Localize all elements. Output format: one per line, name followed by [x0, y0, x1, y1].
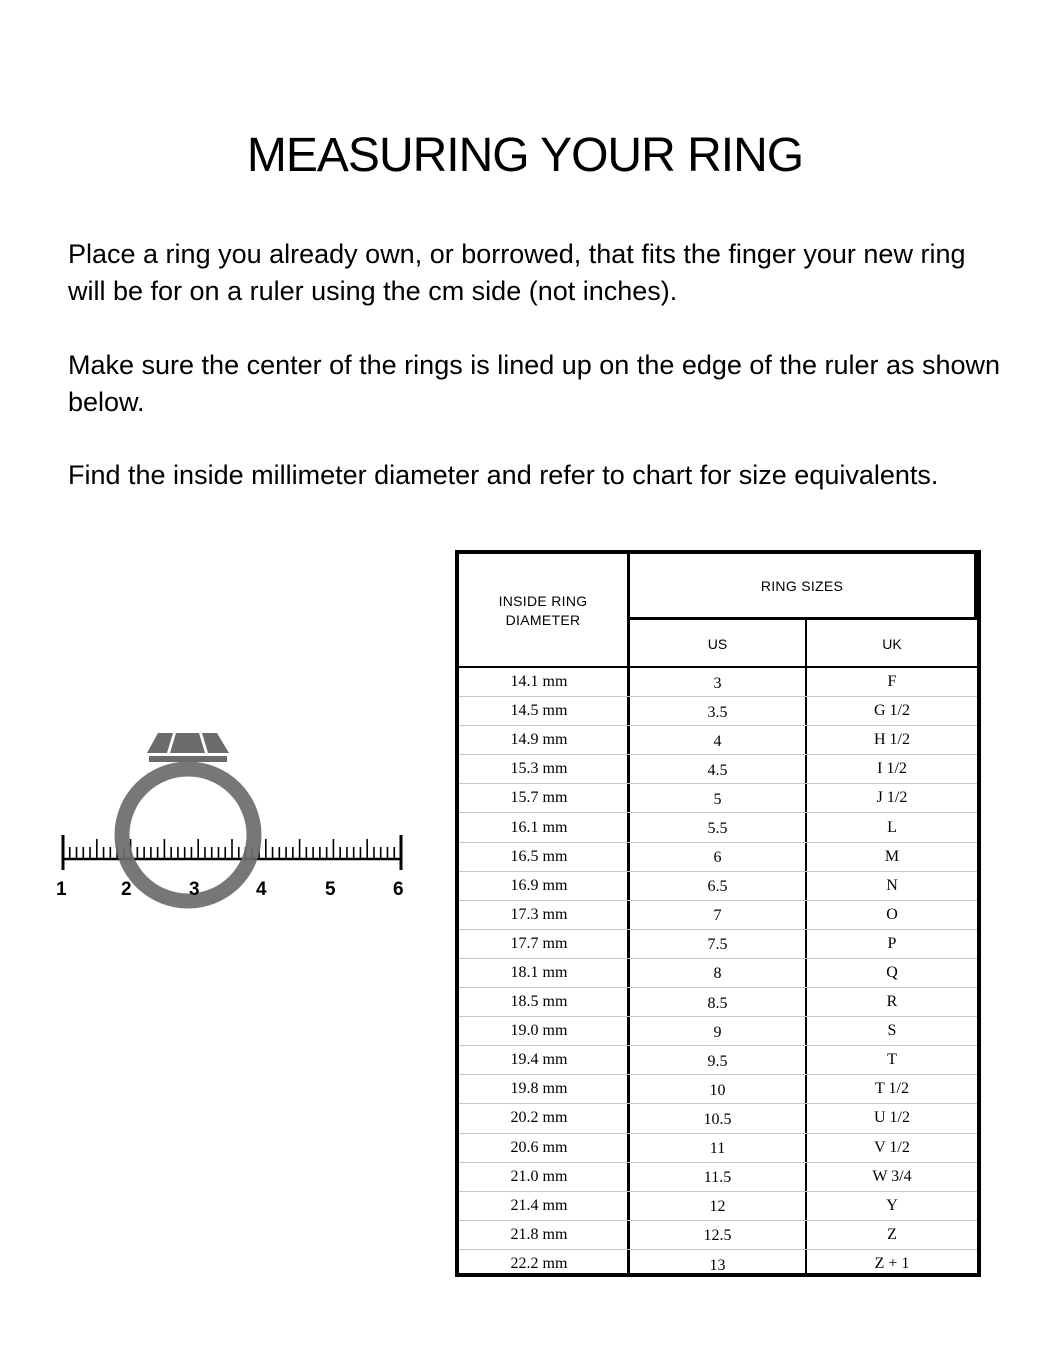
diameter-cell: 19.8 mm [510, 1080, 568, 1098]
diameter-cell: 14.1 mm [510, 673, 568, 691]
diameter-cell: 16.5 mm [510, 847, 568, 865]
us-size-cell: 10 [709, 1081, 726, 1099]
uk-size-cell: P [887, 934, 897, 952]
table-row [459, 668, 977, 697]
ruler-number-1: 1 [56, 879, 67, 900]
diameter-cell: 21.8 mm [510, 1225, 568, 1243]
uk-size-cell: V 1/2 [874, 1138, 910, 1156]
us-size-cell: 9 [713, 1023, 722, 1041]
instruction-paragraph-2: Make sure the center of the rings is lined up on the edge of the ruler as shown below. [68, 350, 1001, 417]
header-uk: UK [882, 635, 902, 652]
us-size-cell: 5.5 [707, 820, 728, 838]
diameter-cell: 16.1 mm [510, 818, 568, 836]
us-size-cell: 4 [713, 732, 722, 750]
table-row [459, 872, 977, 901]
size-rows [459, 668, 977, 1279]
uk-size-cell: T 1/2 [875, 1080, 909, 1098]
us-size-cell: 11 [709, 1140, 726, 1158]
table-row [459, 1250, 977, 1279]
diameter-cell: 15.7 mm [510, 789, 568, 807]
diameter-cell: 14.5 mm [510, 702, 568, 720]
us-size-cell: 5 [713, 790, 722, 808]
table-row [459, 988, 977, 1017]
uk-size-cell: Y [886, 1196, 898, 1214]
header-diameter-line-1: INSIDE RING [498, 592, 588, 609]
table-row [459, 813, 977, 842]
us-size-cell: 11.5 [703, 1169, 732, 1187]
diameter-cell: 18.1 mm [510, 963, 568, 981]
table-row [459, 755, 977, 784]
table-row [459, 1104, 977, 1133]
uk-size-cell: R [886, 993, 898, 1011]
us-size-cell: 7 [713, 907, 722, 925]
table-row [459, 930, 977, 959]
table-row [459, 843, 977, 872]
uk-size-cell: I 1/2 [877, 760, 907, 778]
table-row [459, 901, 977, 930]
us-size-cell: 12 [709, 1198, 726, 1216]
ruler-number-4: 4 [256, 879, 267, 900]
us-size-cell: 9.5 [707, 1052, 728, 1070]
table-row [459, 1134, 977, 1163]
table-row [459, 959, 977, 988]
uk-size-cell: L [887, 818, 897, 836]
diameter-cell: 19.0 mm [510, 1022, 568, 1040]
us-size-cell: 4.5 [707, 761, 728, 779]
diameter-cell: 18.5 mm [510, 993, 568, 1011]
header-ring-sizes: RING SIZES [630, 554, 977, 620]
uk-size-cell: T [887, 1051, 897, 1069]
uk-size-cell: S [887, 1022, 897, 1040]
uk-size-cell: O [886, 905, 898, 923]
uk-size-cell: M [884, 847, 900, 865]
uk-size-cell: U 1/2 [874, 1109, 910, 1127]
ruler-number-6: 6 [393, 879, 404, 900]
us-size-cell: 8.5 [707, 994, 728, 1012]
diameter-cell: 22.2 mm [510, 1255, 568, 1273]
table-row [459, 1192, 977, 1221]
uk-size-cell: F [887, 673, 897, 691]
us-size-cell: 13 [709, 1256, 726, 1274]
us-size-cell: 7.5 [707, 936, 728, 954]
instruction-paragraph-3: Find the inside millimeter diameter and refer to chart for size equivalents. [68, 460, 939, 490]
table-row [459, 726, 977, 755]
table-row [459, 697, 977, 726]
diameter-cell: 20.6 mm [510, 1138, 568, 1156]
ruler-number-2: 2 [121, 879, 132, 900]
ruler-number-5: 5 [325, 879, 336, 900]
diameter-cell: 15.3 mm [510, 760, 568, 778]
uk-size-cell: N [886, 876, 898, 894]
table-row [459, 1075, 977, 1104]
page-title: MEASURING YOUR RING [246, 129, 804, 182]
diameter-cell: 21.4 mm [510, 1196, 568, 1214]
us-size-cell: 3 [713, 674, 722, 692]
diameter-cell: 14.9 mm [510, 731, 568, 749]
us-size-cell: 8 [713, 965, 722, 983]
table-row [459, 1163, 977, 1192]
table-row [459, 1046, 977, 1075]
uk-size-cell: Z + 1 [874, 1255, 910, 1273]
table-row [459, 1221, 977, 1250]
diameter-cell: 19.4 mm [510, 1051, 568, 1069]
instruction-paragraph-1: Place a ring you already own, or borrowed, that fits the finger your new ring will be for on a ruler using the cm side (not inches). [68, 239, 966, 306]
ruler-icon [63, 835, 401, 870]
ring-icon [122, 733, 254, 901]
us-size-cell: 10.5 [703, 1110, 732, 1128]
diameter-cell: 21.0 mm [510, 1167, 568, 1185]
uk-size-cell: Z [887, 1225, 897, 1243]
ruler-number-3: 3 [189, 879, 200, 900]
ring-on-ruler-icon [55, 725, 415, 915]
uk-size-cell: Q [886, 963, 898, 981]
us-size-cell: 3.5 [707, 703, 728, 721]
uk-size-cell: G 1/2 [874, 702, 910, 720]
uk-size-cell: W 3/4 [872, 1167, 912, 1185]
header-us: US [707, 635, 728, 652]
table-row [459, 1017, 977, 1046]
us-size-cell: 12.5 [703, 1227, 732, 1245]
us-size-cell: 6 [713, 849, 722, 867]
uk-size-cell: H 1/2 [874, 731, 910, 749]
diameter-cell: 17.3 mm [510, 905, 568, 923]
diameter-cell: 17.7 mm [510, 934, 568, 952]
ring-size-chart [455, 550, 981, 1277]
table-row [459, 784, 977, 813]
diameter-cell: 20.2 mm [510, 1109, 568, 1127]
diameter-cell: 16.9 mm [510, 876, 568, 894]
header-inside-ring-diameter [459, 554, 627, 667]
us-size-cell: 6.5 [707, 878, 728, 896]
header-diameter-line-2: DIAMETER [505, 611, 581, 628]
uk-size-cell: J 1/2 [876, 789, 908, 807]
